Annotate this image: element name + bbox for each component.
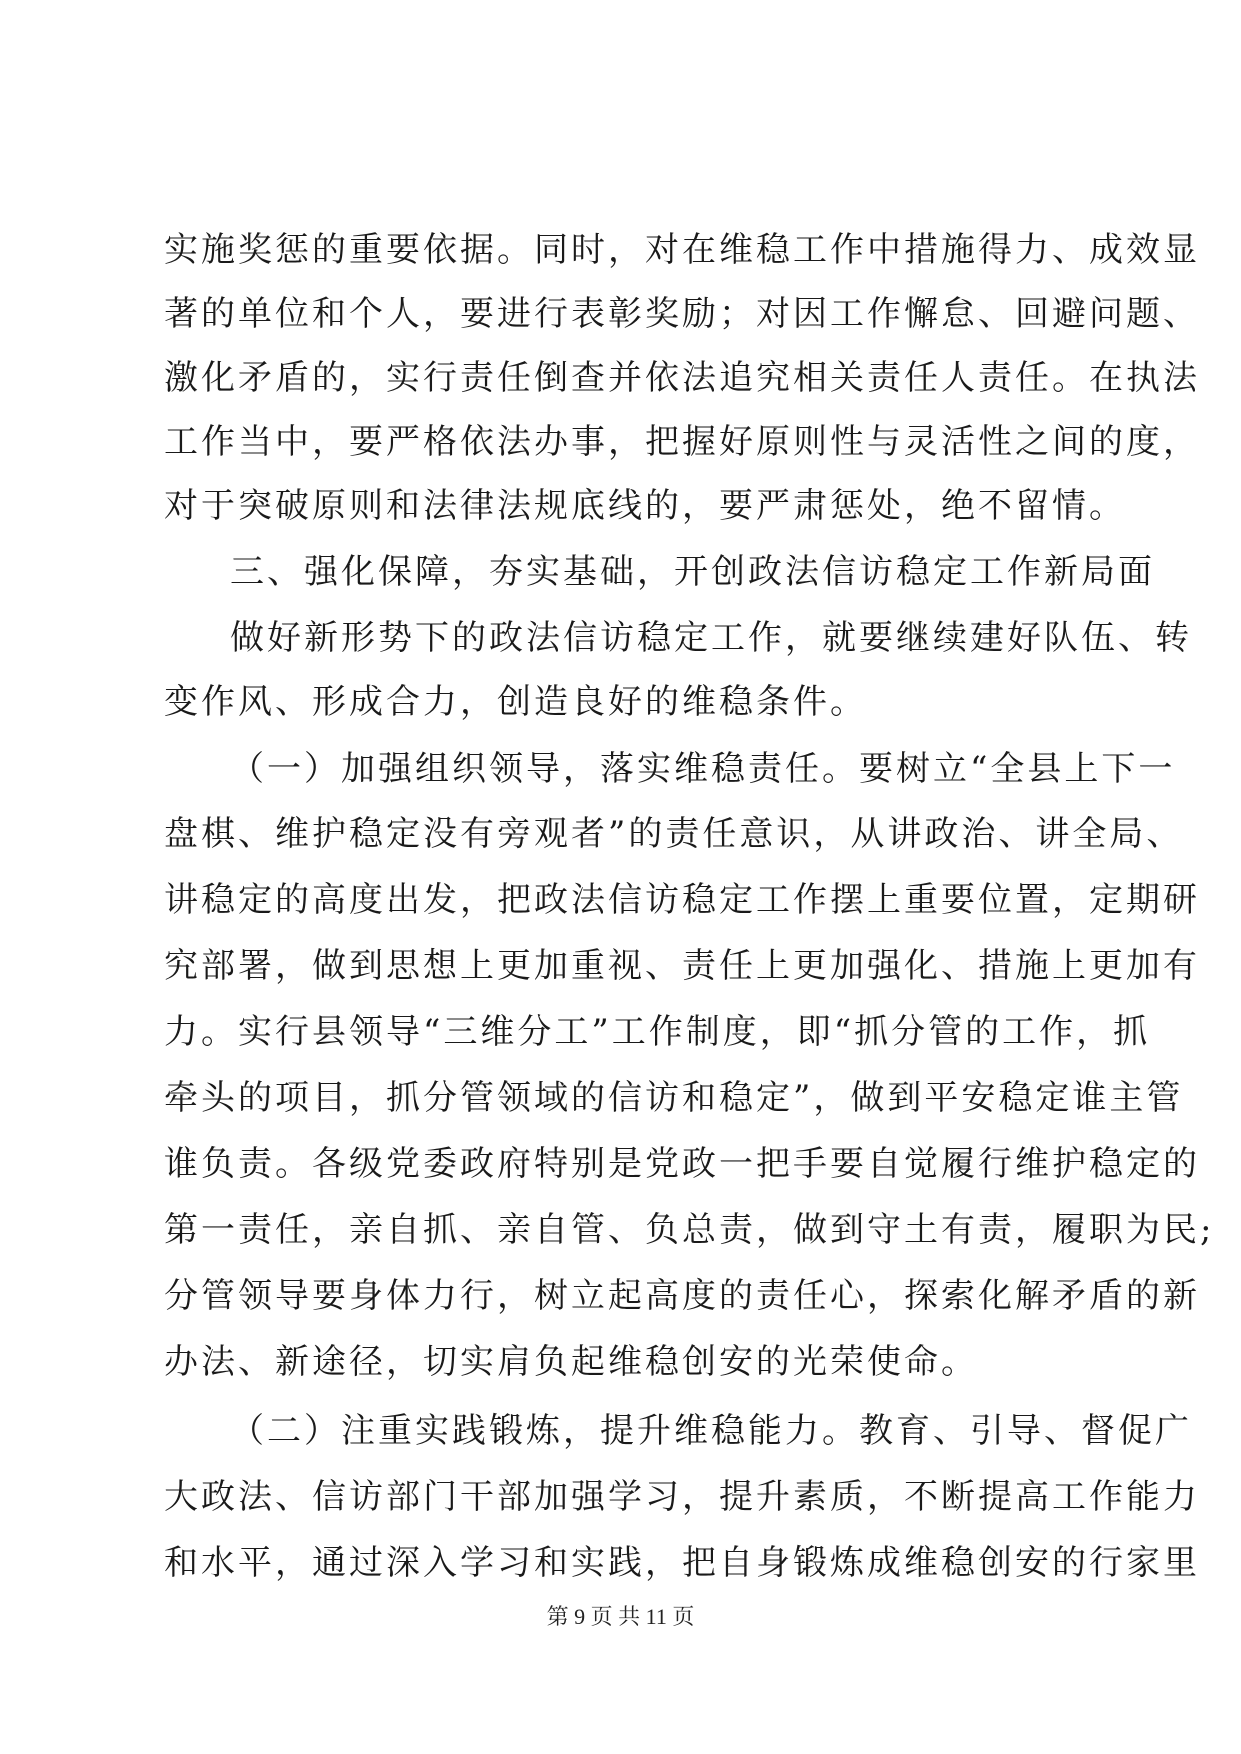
text-line: 办法、新途径，切实肩负起维稳创安的光荣使命。	[164, 1342, 978, 1382]
text-line: 讲稳定的高度出发，把政法信访稳定工作摆上重要位置，定期研	[164, 880, 1200, 920]
text-line: 和水平，通过深入学习和实践，把自身锻炼成维稳创安的行家里	[164, 1543, 1200, 1583]
text-line: 变作风、形成合力，创造良好的维稳条件。	[164, 682, 867, 722]
text-line: 对于突破原则和法律法规底线的，要严肃惩处，绝不留情。	[164, 486, 1126, 526]
text-line: 做好新形势下的政法信访稳定工作，就要继续建好队伍、转	[230, 618, 1192, 658]
text-line: 究部署，做到思想上更加重视、责任上更加强化、措施上更加有	[164, 946, 1200, 986]
text-line: 实施奖惩的重要依据。同时，对在维稳工作中措施得力、成效显	[164, 230, 1200, 270]
text-line: 分管领导要身体力行，树立起高度的责任心，探索化解矛盾的新	[164, 1276, 1200, 1316]
page-number: 第 9 页 共 11 页	[546, 1604, 695, 1629]
text-line: 工作当中，要严格依法办事，把握好原则性与灵活性之间的度，	[164, 422, 1200, 462]
text-line: 激化矛盾的，实行责任倒查并依法追究相关责任人责任。在执法	[164, 358, 1200, 398]
text-line: 著的单位和个人，要进行表彰奖励；对因工作懈怠、回避问题、	[164, 294, 1200, 334]
text-line: 力。实行县领导“三维分工”工作制度，即“抓分管的工作，抓	[164, 1012, 1151, 1052]
section-heading: 三、强化保障，夯实基础，开创政法信访稳定工作新局面	[230, 552, 1155, 592]
text-line: 第一责任，亲自抓、亲自管、负总责，做到守土有责，履职为民;	[164, 1210, 1215, 1250]
text-line: 牵头的项目，抓分管领域的信访和稳定”，做到平安稳定谁主管	[164, 1078, 1184, 1118]
text-line: 盘棋、维护稳定没有旁观者”的责任意识，从讲政治、讲全局、	[164, 814, 1184, 854]
page-footer	[0, 1602, 1241, 1632]
subsection-line: （一）加强组织领导，落实维稳责任。要树立“全县上下一	[230, 749, 1176, 789]
text-line: 大政法、信访部门干部加强学习，提升素质，不断提高工作能力	[164, 1477, 1200, 1517]
text-line: 谁负责。各级党委政府特别是党政一把手要自觉履行维护稳定的	[164, 1144, 1200, 1184]
subsection-line: （二）注重实践锻炼，提升维稳能力。教育、引导、督促广	[230, 1411, 1192, 1451]
